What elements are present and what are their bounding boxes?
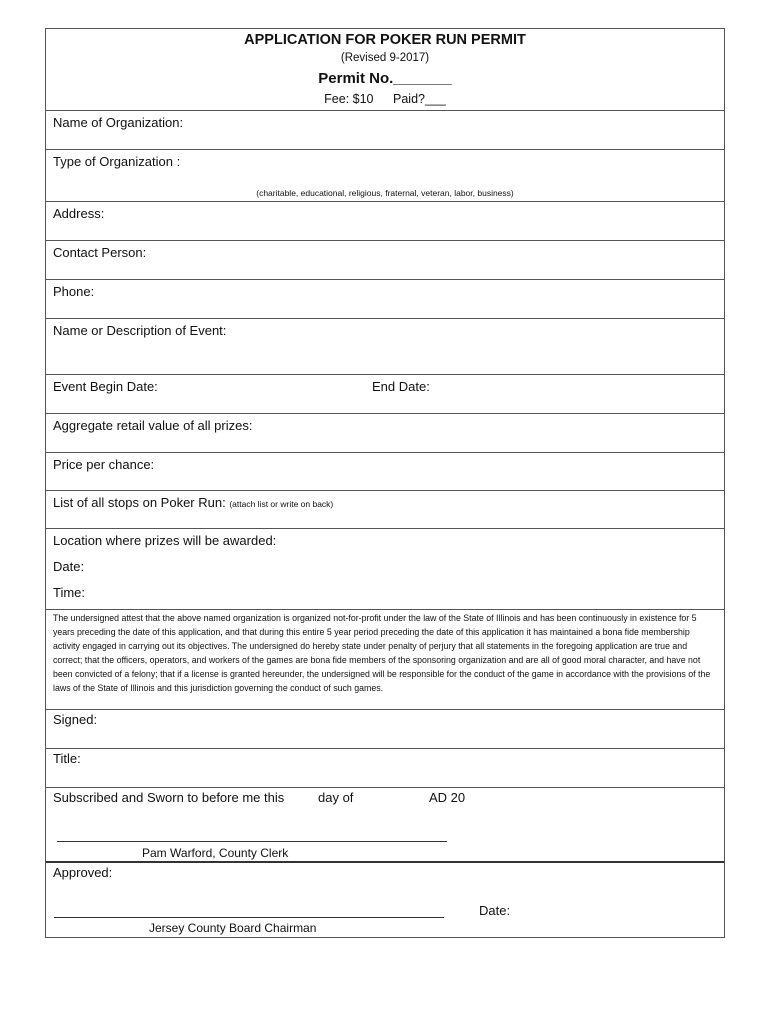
- stops-label: List of all stops on Poker Run:: [53, 495, 226, 510]
- phone-row[interactable]: [46, 279, 724, 318]
- form-title: APPLICATION FOR POKER RUN PERMIT: [244, 32, 526, 48]
- sworn-label: Subscribed and Sworn to before me this: [53, 790, 285, 805]
- chairman-signature-line[interactable]: [54, 917, 444, 918]
- clerk-name: Pam Warford, County Clerk: [142, 846, 289, 860]
- permit-number[interactable]: Permit No._______: [318, 70, 452, 87]
- org-type-hint: (charitable, educational, religious, fraternal, veteran, labor, business): [256, 188, 514, 198]
- phone-label: Phone:: [53, 284, 95, 299]
- org-type-row[interactable]: [46, 149, 724, 201]
- chairman-name: Jersey County Board Chairman: [149, 921, 317, 935]
- ad-year-label: AD 20: [429, 790, 466, 805]
- org-name-label: Name of Organization:: [53, 115, 184, 130]
- price-chance-row[interactable]: [46, 452, 724, 490]
- fee-line: [46, 92, 724, 106]
- permit-application-form: [45, 28, 725, 938]
- prize-value-label: Aggregate retail value of all prizes:: [53, 418, 253, 433]
- stops-hint: (attach list or write on back): [229, 499, 334, 509]
- approved-date-label: Date:: [479, 903, 511, 918]
- event-name-label: Name or Description of Event:: [53, 323, 227, 338]
- signed-row[interactable]: [46, 709, 724, 748]
- location-time-label: Time:: [53, 585, 86, 600]
- fee-amount: Fee: $10: [324, 92, 374, 106]
- end-date-label: End Date:: [372, 379, 430, 394]
- event-name-row[interactable]: [46, 318, 724, 374]
- paid-field[interactable]: Paid?___: [393, 92, 446, 106]
- form-header: [46, 29, 724, 110]
- signed-label: Signed:: [53, 712, 98, 727]
- price-chance-label: Price per chance:: [53, 457, 155, 472]
- address-label: Address:: [53, 206, 105, 221]
- contact-row[interactable]: [46, 240, 724, 279]
- approved-row[interactable]: [46, 861, 724, 937]
- event-begin-label: Event Begin Date:: [53, 379, 158, 394]
- event-dates-row[interactable]: [46, 374, 724, 413]
- contact-label: Contact Person:: [53, 245, 147, 260]
- prize-location-row[interactable]: [46, 528, 724, 609]
- clerk-signature-line[interactable]: [57, 841, 447, 842]
- address-row[interactable]: [46, 201, 724, 240]
- stops-row[interactable]: [46, 490, 724, 528]
- title-row[interactable]: [46, 748, 724, 787]
- location-label: Location where prizes will be awarded:: [53, 533, 277, 548]
- org-name-row[interactable]: [46, 110, 724, 149]
- org-type-label: Type of Organization :: [53, 154, 181, 169]
- prize-value-row[interactable]: [46, 413, 724, 452]
- title-label: Title:: [53, 751, 81, 766]
- revision-note: (Revised 9-2017): [340, 52, 430, 64]
- sworn-row[interactable]: [46, 787, 724, 861]
- attestation-text: The undersigned attest that the above named organization is organized not-for-profit under the law of the State of Illinois and has been continuously in existence for 5 years preceding the date of this application, and that during this entire 5 year period preceding the date of this application it has maintained a bona fide membership activity engaged in carrying out its objectives. The undersigned do hereby state under penalty of perjury that all statements in the foregoing application are true and correct; that the officers, operators, and workers of the games are bona fide members of the sponsoring organization and are all of good moral character, and have not been convicted of a felony; that if a license is granted hereunder, the undersigned will be responsible for the conduct of the game in accordance with the provisions of the laws of the State of Illinois and this jurisdiction governing the conduct of such games.: [46, 609, 724, 709]
- location-date-label: Date:: [53, 559, 85, 574]
- day-of-label: day of: [318, 790, 354, 805]
- stops-text: [53, 495, 333, 510]
- approved-label: Approved:: [53, 865, 113, 880]
